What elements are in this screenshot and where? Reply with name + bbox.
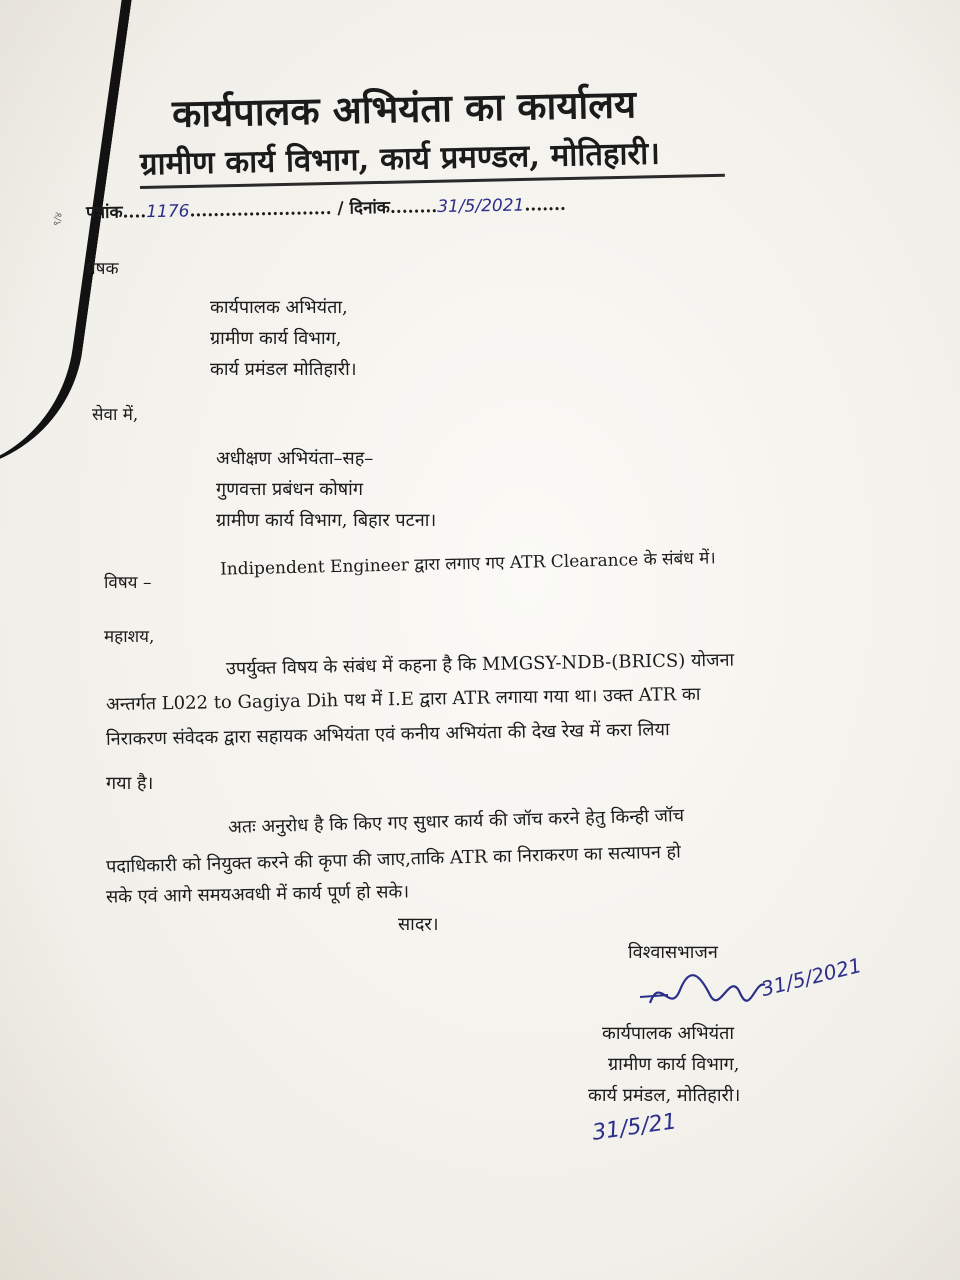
subject-label: विषय –: [104, 573, 152, 593]
margin-date: 31/5/21: [590, 1109, 679, 1146]
signatory-designation: [588, 1018, 741, 1111]
body-line: उपर्युक्त विषय के संबंध में कहना है कि MMGSY-NDB-(BRICS) योजना: [225, 649, 735, 680]
closing: सादर।: [398, 914, 439, 935]
body-line: पदाधिकारी को नियुक्त करने की कृपा की जाए,ताकि ATR का निराकरण का सत्यापन हो: [105, 841, 682, 878]
edge-mark: ९/४: [51, 211, 65, 228]
office-title: कार्यपालक अभियंता का कार्यालय: [171, 81, 637, 136]
designation-line: कार्यपालक अभियंता: [602, 1023, 734, 1044]
patrank-value: 1176: [146, 201, 190, 223]
body-line: सके एवं आगे समयअवधी में कार्य पूर्ण हो सके।: [105, 881, 410, 908]
recipient-address: [216, 443, 436, 536]
body-line: निराकरण संवेदक द्वारा सहायक अभियंता एवं कनीय अभियंता की देख रेख में करा लिया: [105, 719, 670, 750]
sender-label: प्रेषक: [86, 259, 119, 279]
sender-line: कार्यपालक अभियंता,: [210, 297, 348, 318]
recipient-line: गुणवत्ता प्रबंधन कोषांग: [216, 479, 363, 500]
body-line: गया है।: [106, 773, 154, 794]
salutation: महाशय,: [104, 627, 155, 647]
body-line: अन्तर्गत L022 to Gagiya Dih पथ में I.E द्वारा ATR लगाया गया था। उक्त ATR का: [105, 683, 701, 716]
signature-date: 31/5/2021: [758, 952, 864, 1002]
sender-address: [210, 292, 357, 385]
sender-line: ग्रामीण कार्य विभाग,: [210, 328, 342, 349]
valediction: विश्वासभाजन: [628, 942, 718, 963]
designation-line: कार्य प्रमंडल, मोतिहारी।: [588, 1085, 741, 1106]
department-title: ग्रामीण कार्य विभाग, कार्य प्रमण्डल, मोतिहारी।: [139, 135, 661, 183]
patrank-label: पत्रांक: [85, 202, 123, 224]
date-value: 31/5/2021: [437, 195, 525, 218]
recipient-line: ग्रामीण कार्य विभाग, बिहार पटना।: [216, 510, 437, 531]
designation-line: ग्रामीण कार्य विभाग,: [608, 1054, 740, 1075]
patrank-dots: ....: [122, 202, 147, 223]
sender-line: कार्य प्रमंडल मोतिहारी।: [210, 359, 357, 380]
body-line: अतः अनुरोध है कि किए गए सुधार कार्य की जॉच करने हेतु किन्ही जॉच: [227, 805, 685, 838]
recipient-line: अधीक्षण अभियंता–सह–: [216, 448, 374, 469]
subject-text: Indipendent Engineer द्वारा लगाए गए ATR Clearance के संबंध में।: [219, 548, 716, 580]
reference-line: पत्रांक....1176........................ / दिनांक........31/5/2021.......: [85, 194, 567, 224]
recipient-label: सेवा में,: [92, 405, 139, 425]
date-label: / दिनांक: [337, 197, 391, 219]
